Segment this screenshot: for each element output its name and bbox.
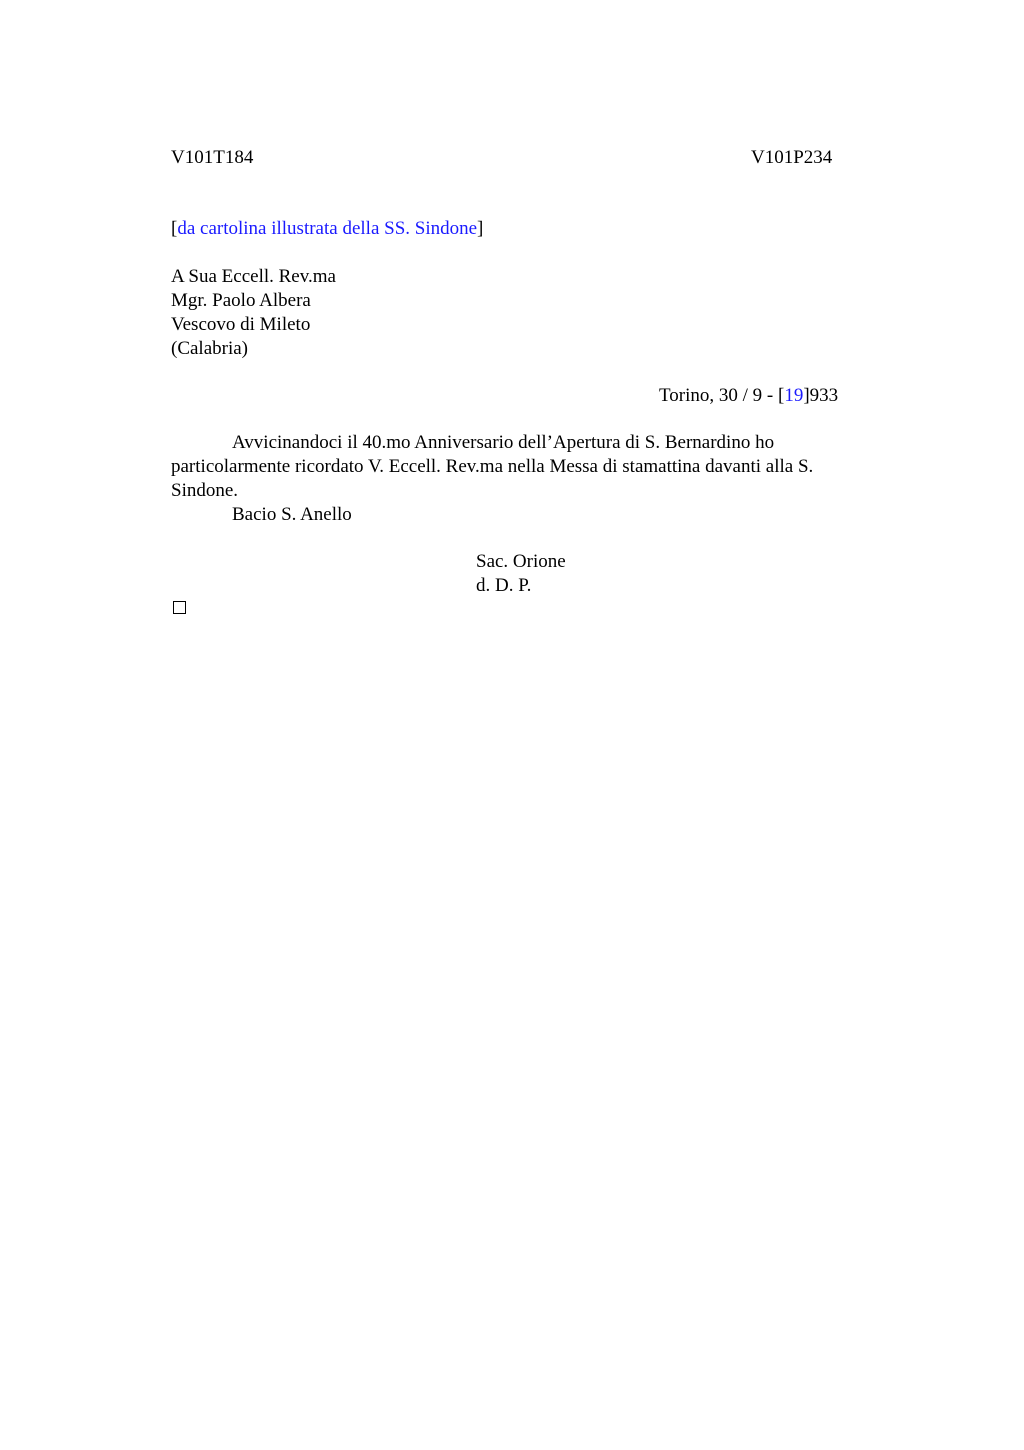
- bracket-open: [: [171, 218, 178, 239]
- recipient-address: [171, 265, 876, 361]
- dateline: [659, 384, 838, 408]
- signature-line: d. D. P.: [476, 575, 532, 596]
- square-symbol: [173, 601, 186, 614]
- address-line: Mgr. Paolo Albera: [171, 290, 311, 311]
- body-line: Sindone.: [171, 480, 239, 501]
- signature: [476, 550, 566, 598]
- signature-line: Sac. Orione: [476, 551, 566, 572]
- address-line: A Sua Eccell. Rev.ma: [171, 266, 336, 287]
- dateline-suffix: ]933: [803, 385, 839, 406]
- document-code-left: V101T184: [171, 147, 254, 168]
- address-line: (Calabria): [171, 338, 249, 359]
- letter-body: [171, 431, 876, 527]
- body-line: particolarmente ricordato V. Eccell. Rev.ma nella Messa di stamattina davanti alla S.: [171, 456, 814, 477]
- body-line: Avvicinandoci il 40.mo Anniversario dell’Apertura di S. Bernardino ho: [232, 432, 775, 453]
- bracket-close: ]: [477, 218, 484, 239]
- editorial-note-text: da cartolina illustrata della SS. Sindone: [177, 218, 478, 239]
- dateline-inserted: 19: [784, 385, 804, 406]
- dateline-prefix: Torino, 30 / 9 - [: [659, 385, 785, 406]
- body-line: Bacio S. Anello: [232, 504, 352, 525]
- document-code-right: V101P234: [751, 147, 833, 168]
- editorial-note: [171, 217, 483, 241]
- address-line: Vescovo di Mileto: [171, 314, 311, 335]
